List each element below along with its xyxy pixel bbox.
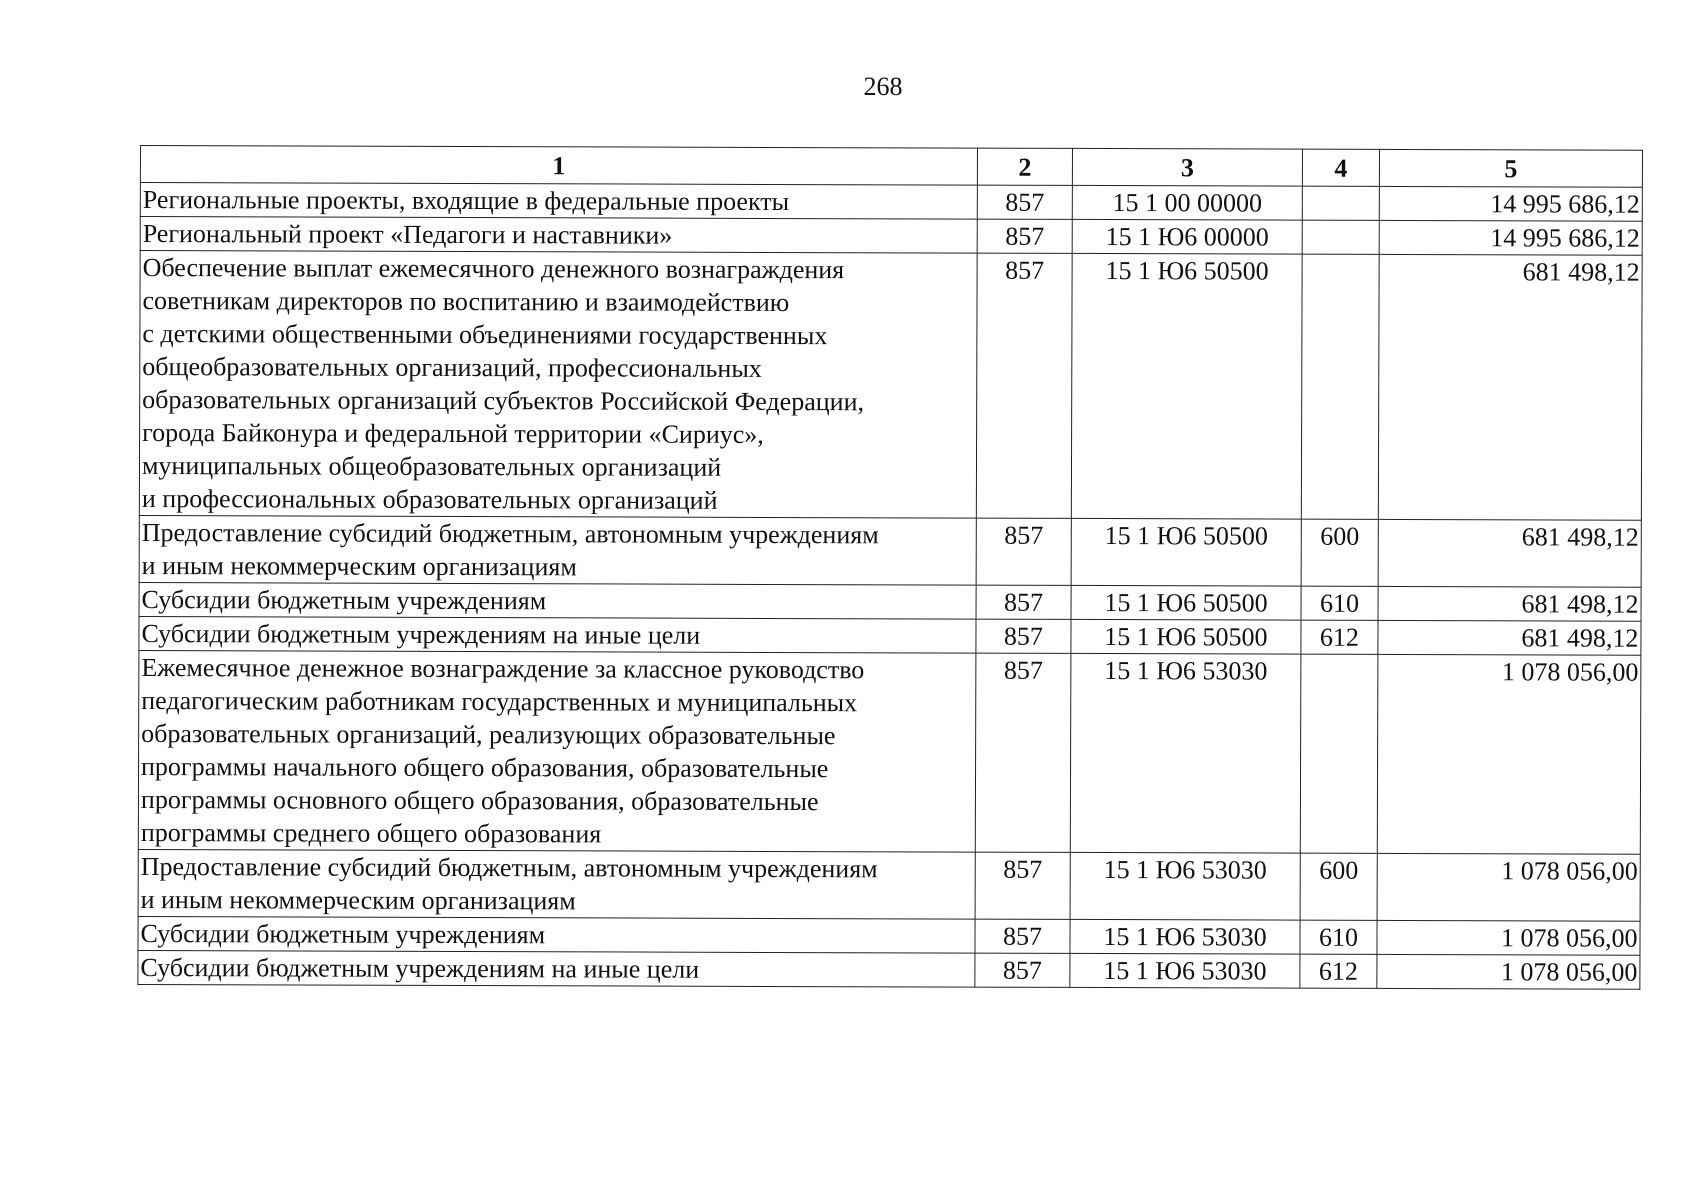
description-line: города Байконура и федеральной территории «Сириус», [142,418,764,449]
row-target-article: 15 1 Ю6 50500 [1071,585,1301,620]
row-description [139,582,976,619]
row-expense-type [1302,186,1379,220]
row-expense-type: 600 [1300,853,1377,920]
row-target-article: 15 1 Ю6 53030 [1070,919,1300,954]
description-line: Субсидии бюджетным учреждениям [140,919,546,950]
row-description [139,515,976,585]
row-expense-type: 612 [1300,954,1377,988]
table-row [138,849,1640,921]
row-amount: 681 498,12 [1378,620,1641,655]
table-row [139,251,1642,521]
row-description [139,616,976,653]
description-line: с детскими общественными объединениями государственных [142,319,828,351]
table-row [140,183,1642,222]
row-expense-type: 610 [1300,920,1377,954]
row-description [138,916,975,953]
description-line: Региональные проекты, входящие в федеральные проекты [142,185,790,217]
description-line: образовательных организаций, реализующих образовательные [141,719,836,751]
description-line: Предоставление субсидий бюджетным, автономным учреждениям [140,852,878,884]
row-target-article: 15 1 Ю6 00000 [1072,219,1302,254]
description-line: программы среднего общего образования [140,818,602,849]
table-row [138,650,1641,854]
description-line: Предоставление субсидий бюджетным, автономным учреждениям [141,518,879,550]
table-header-row [140,146,1642,188]
description-line: программы начального общего образования, образовательные [141,752,829,784]
row-ministry-code: 857 [976,585,1071,619]
row-description [138,849,975,919]
row-target-article: 15 1 Ю6 53030 [1070,852,1300,920]
description-line: советникам директоров по воспитанию и взаимодействию [142,286,790,318]
row-description [138,650,976,852]
row-target-article: 15 1 Ю6 50500 [1071,518,1301,586]
header-col-3: 3 [1072,148,1302,186]
row-amount: 681 498,12 [1378,254,1642,520]
row-amount: 1 078 056,00 [1377,654,1641,854]
row-ministry-code: 857 [976,518,1071,585]
row-ministry-code: 857 [976,619,1071,653]
row-amount: 681 498,12 [1378,519,1641,587]
row-description [140,217,977,254]
table-row [139,616,1641,655]
description-line: и профессиональных образовательных организаций [141,484,718,515]
row-amount: 1 078 056,00 [1377,920,1640,955]
table-row [139,515,1641,587]
description-line: и иным некоммерческим организациям [141,551,577,582]
table-row [138,950,1640,989]
description-line: образовательных организаций субъектов Российской Федерации, [142,385,865,417]
header-col-4: 4 [1302,149,1379,186]
description-line: Субсидии бюджетным учреждениям на иные цели [140,953,700,984]
row-description [139,251,977,519]
row-target-article: 15 1 Ю6 50500 [1071,253,1302,519]
row-ministry-code: 857 [976,253,1072,518]
description-line: педагогическим работникам государственных и муниципальных [141,686,858,718]
description-line: Субсидии бюджетным учреждениям на иные цели [141,619,701,650]
header-col-1: 1 [140,146,977,186]
row-target-article: 15 1 00 00000 [1072,185,1302,220]
row-expense-type: 612 [1301,620,1378,654]
row-ministry-code: 857 [975,919,1070,953]
row-ministry-code: 857 [975,653,1071,852]
description-line: Обеспечение выплат ежемесячного денежного вознаграждения [142,253,845,285]
row-target-article: 15 1 Ю6 53030 [1070,953,1300,988]
row-amount: 14 995 686,12 [1379,220,1642,255]
description-line: муниципальных общеобразовательных организаций [141,451,722,482]
row-description [140,183,977,220]
row-expense-type: 610 [1301,586,1378,620]
description-line: общеобразовательных организаций, профессиональных [142,352,762,383]
table-row [140,217,1642,256]
description-line: и иным некоммерческим организациям [140,885,576,916]
row-ministry-code: 857 [975,852,1070,919]
description-line: программы основного общего образования, образовательные [140,785,819,817]
table-row [138,916,1640,955]
row-target-article: 15 1 Ю6 50500 [1071,619,1301,654]
row-expense-type [1301,254,1379,519]
row-amount: 681 498,12 [1378,586,1641,621]
page-number: 268 [863,72,903,101]
description-line: Ежемесячное денежное вознаграждение за классное руководство [141,653,865,685]
description-line: Субсидии бюджетным учреждениям [141,585,547,616]
row-amount: 14 995 686,12 [1379,186,1642,221]
header-col-5: 5 [1379,149,1642,187]
row-ministry-code: 857 [977,185,1072,219]
row-amount: 1 078 056,00 [1377,954,1640,989]
header-col-2: 2 [977,148,1072,185]
table-body [138,183,1643,990]
row-expense-type [1302,220,1379,254]
row-target-article: 15 1 Ю6 53030 [1070,653,1301,853]
row-ministry-code: 857 [975,953,1070,987]
row-ministry-code: 857 [977,219,1072,253]
row-expense-type [1300,654,1378,853]
row-description [138,950,975,987]
description-line: Региональный проект «Педагоги и наставники» [142,219,673,250]
row-expense-type: 600 [1301,519,1378,586]
budget-table [137,145,1643,990]
row-amount: 1 078 056,00 [1377,853,1640,921]
table-row [139,582,1641,621]
